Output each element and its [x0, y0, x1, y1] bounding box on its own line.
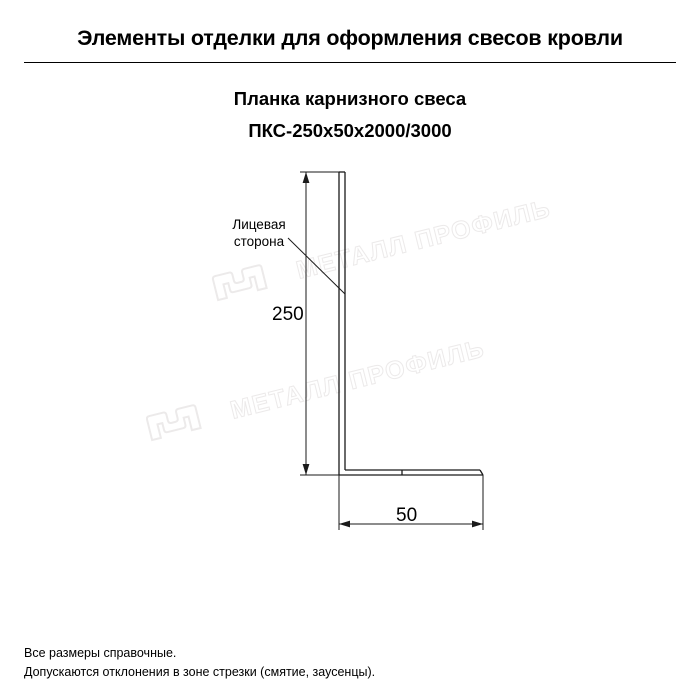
- label-face-side-line1: Лицевая: [232, 217, 286, 232]
- technical-drawing: [0, 150, 700, 570]
- product-name: Планка карнизного свеса: [233, 88, 467, 109]
- label-face-side-line2: сторона: [233, 234, 285, 249]
- watermark-text: МЕТАЛЛ ПРОФИЛЬ: [293, 194, 554, 285]
- dimension-label-height: 250: [272, 304, 304, 325]
- label-face-side: [214, 216, 304, 250]
- watermark-text: МЕТАЛЛ ПРОФИЛЬ: [227, 334, 488, 425]
- dimension-label-width: 50: [396, 505, 418, 526]
- dimension-height-250: [300, 172, 339, 475]
- page-title: Элементы отделки для оформления свесов кровли: [77, 26, 623, 50]
- product-code: ПКС-250х50х2000/3000: [248, 120, 452, 141]
- header-divider: [24, 62, 676, 63]
- footer-notes: [24, 644, 375, 682]
- footer-note-2: Допускаются отклонения в зоне стрезки (смятие, заусенцы).: [24, 665, 376, 679]
- profile-drawing-svg: [0, 150, 700, 570]
- profile-outline: [339, 172, 483, 475]
- footer-note-1: Все размеры справочные.: [24, 646, 177, 660]
